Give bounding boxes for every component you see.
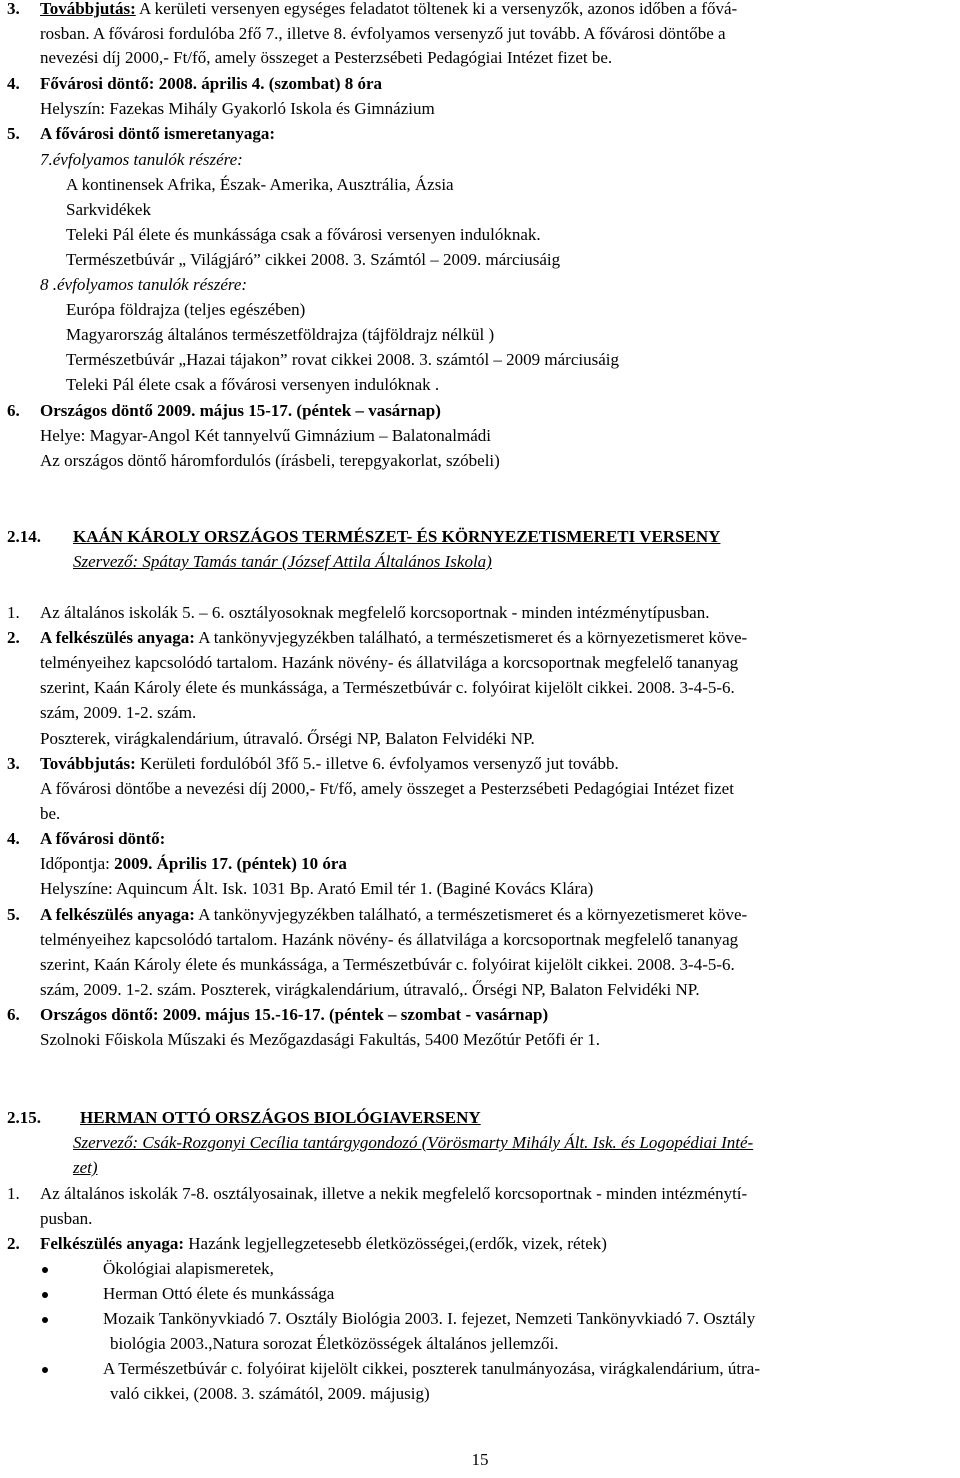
item-label: Továbbjutás: (40, 0, 136, 18)
item-heading: Fővárosi döntő: 2008. április 4. (szombat) 8 óra (40, 74, 383, 93)
bullet-item-continuation: biológia 2003.,Natura sorozat Életközösségek általános jellemzői. (110, 1334, 559, 1353)
item-text-part: A tankönyvjegyzékben található, a természetismeret és a környezetismeret köve- (194, 628, 748, 647)
bullet-item: Ökológiai alapismeretek, (103, 1259, 274, 1278)
item-text-line: pusban. (40, 1209, 93, 1228)
bullet-icon (42, 1367, 48, 1373)
bullet-item: Herman Ottó élete és munkássága (103, 1284, 335, 1303)
item-text (40, 0, 737, 21)
item-number: 1. (7, 1184, 20, 1203)
section-organizer-line: zet) (73, 1158, 98, 1177)
list-line: Európa földrajza (teljes egészében) (66, 300, 306, 319)
item-label: A felkészülés anyaga: (40, 905, 195, 924)
bullet-item-continuation: való cikkei, (2008. 3. számától, 2009. májusig) (110, 1384, 430, 1403)
bullet-item: Mozaik Tankönyvkiadó 7. Osztály Biológia 2003. I. fejezet, Nemzeti Tankönyvkiadó 7. Osztály (103, 1309, 756, 1328)
item-number: 4. (7, 829, 20, 848)
item-text (40, 903, 747, 927)
item-text (40, 852, 347, 876)
item-text-line: szerint, Kaán Károly élete és munkássága, a Természetbúvár c. folyóirat kijelölt cikkei. 2008. 3-4-5-6. (40, 955, 735, 974)
list-line: Sarkvidékek (66, 200, 151, 219)
list-line: Teleki Pál élete csak a fővárosi versenyen indulóknak . (66, 375, 440, 394)
bullet-icon (42, 1267, 48, 1273)
bullet-icon (42, 1317, 48, 1323)
item-text-line: Helyszín: Fazekas Mihály Gyakorló Iskola és Gimnázium (40, 99, 435, 118)
item-number: 5. (7, 124, 20, 143)
item-label: A felkészülés anyaga: (40, 628, 195, 647)
item-label: Továbbjutás: (40, 754, 136, 773)
date-value: 2009. Április 17. (péntek) 10 óra (114, 854, 347, 873)
bullet-item: A Természetbúvár c. folyóirat kijelölt cikkei, poszterek tanulmányozása, virágkalendárium, útra- (103, 1359, 761, 1378)
item-text-line: szám, 2009. 1-2. szám. Poszterek, virágkalendárium, útravaló,. Őrségi NP, Balaton Felvidéki NP. (40, 980, 700, 999)
item-text-part: Kerületi fordulóból 3fő 5.- illetve 6. évfolyamos versenyző jut tovább. (135, 754, 619, 773)
item-number: 6. (7, 1005, 20, 1024)
item-text (40, 626, 747, 650)
section-number: 2.15. (7, 1108, 41, 1127)
section-number: 2.14. (7, 527, 41, 546)
item-text-part: A tankönyvjegyzékben található, a természetismeret és a környezetismeret köve- (194, 905, 748, 924)
section-title: HERMAN OTTÓ ORSZÁGOS BIOLÓGIAVERSENY (80, 1108, 481, 1127)
item-number: 2. (7, 628, 20, 647)
item-text-line: telményeihez kapcsolódó tartalom. Hazánk növény- és állatvilága a korcsoportnak megfelelő tananyag (40, 930, 739, 949)
item-number: 6. (7, 401, 20, 420)
item-text-line: Szolnoki Főiskola Műszaki és Mezőgazdasági Fakultás, 5400 Mezőtúr Petőfi ér 1. (40, 1030, 600, 1049)
item-text-line: A fővárosi döntőbe a nevezési díj 2000,- Ft/fő, amely összeget a Pesterzsébeti Pedagógiai Intézet fizet (40, 779, 734, 798)
item-text-line: nevezési díj 2000,- Ft/fő, amely összeget a Pesterzsébeti Pedagógiai Intézet fizet be. (40, 48, 613, 67)
bullet-icon (42, 1292, 48, 1298)
item-text-line: szám, 2009. 1-2. szám. (40, 703, 197, 722)
item-text-line: be. (40, 804, 61, 823)
item-number: 1. (7, 603, 20, 622)
item-number: 2. (7, 1234, 20, 1253)
item-number: 5. (7, 905, 20, 924)
subheading: 7.évfolyamos tanulók részére: (40, 150, 243, 169)
item-text-line: Poszterek, virágkalendárium, útravaló. Őrségi NP, Balaton Felvidéki NP. (40, 729, 535, 748)
item-text-line: rosban. A fővárosi fordulóba 2fő 7., illetve 8. évfolyamos versenyző jut tovább. A fővárosi döntőbe a (40, 24, 726, 43)
item-heading: A fővárosi döntő ismeretanyaga: (40, 124, 276, 143)
item-text-line: telményeihez kapcsolódó tartalom. Hazánk növény- és állatvilága a korcsoportnak megfelelő tananyag (40, 653, 739, 672)
item-text-line: Az általános iskolák 7-8. osztályosainak, illetve a nekik megfelelő korcsoportnak - minden intézménytí- (40, 1184, 748, 1203)
section-organizer: Szervező: Spátay Tamás tanár (József Attila Általános Iskola) (73, 552, 492, 571)
list-line: Teleki Pál élete és munkássága csak a fővárosi versenyen indulóknak. (66, 225, 541, 244)
list-line: Természetbúvár „ Világjáró” cikkei 2008. 3. Számtól – 2009. márciusáig (66, 250, 561, 269)
item-text-part: A kerületi versenyen egységes feladatot töltenek ki a versenyzők, azonos időben a fővá- (135, 0, 738, 18)
list-line: Természetbúvár „Hazai tájakon” rovat cikkei 2008. 3. számtól – 2009 márciusáig (66, 350, 619, 369)
subheading: 8 .évfolyamos tanulók részére: (40, 275, 248, 294)
item-text-line: Helyszíne: Aquincum Ált. Isk. 1031 Bp. Arató Emil tér 1. (Baginé Kovács Klára) (40, 879, 594, 898)
page-number: 15 (471, 1450, 489, 1469)
item-text (40, 1232, 607, 1256)
item-text-part: Hazánk legjellegzetesebb életközösségei,(erdők, vizek, rétek) (184, 1234, 607, 1253)
date-label: Időpontja: (40, 854, 115, 873)
item-text-line: Helye: Magyar-Angol Két tannyelvű Gimnázium – Balatonalmádi (40, 426, 491, 445)
item-heading: Országos döntő 2009. május 15-17. (péntek – vasárnap) (40, 401, 441, 420)
list-line: Magyarország általános természetföldrajza (tájföldrajz nélkül ) (66, 325, 495, 344)
item-number: 4. (7, 74, 20, 93)
list-line: A kontinensek Afrika, Észak- Amerika, Ausztrália, Ázsia (66, 175, 454, 194)
item-label: Felkészülés anyaga: (40, 1234, 185, 1253)
item-heading: Országos döntő: 2009. május 15.-16-17. (péntek – szombat - vasárnap) (40, 1005, 549, 1024)
item-heading: A fővárosi döntő: (40, 829, 166, 848)
item-text-line: Az általános iskolák 5. – 6. osztályosoknak megfelelő korcsoportnak - minden intézménytípusban. (40, 603, 710, 622)
section-title: KAÁN KÁROLY ORSZÁGOS TERMÉSZET- ÉS KÖRNYEZETISMERETI VERSENY (73, 527, 721, 546)
section-organizer: Szervező: Csák-Rozgonyi Cecília tantárgygondozó (Vörösmarty Mihály Ált. Isk. és Logopédiai Inté- (73, 1133, 754, 1152)
item-text-line: szerint, Kaán Károly élete és munkássága, a Természetbúvár c. folyóirat kijelölt cikkei. 2008. 3-4-5-6. (40, 678, 735, 697)
item-number: 3. (7, 754, 20, 773)
item-number: 3. (7, 0, 20, 18)
item-text (40, 752, 619, 776)
item-text-line: Az országos döntő háromfordulós (írásbeli, terepgyakorlat, szóbeli) (40, 451, 500, 470)
